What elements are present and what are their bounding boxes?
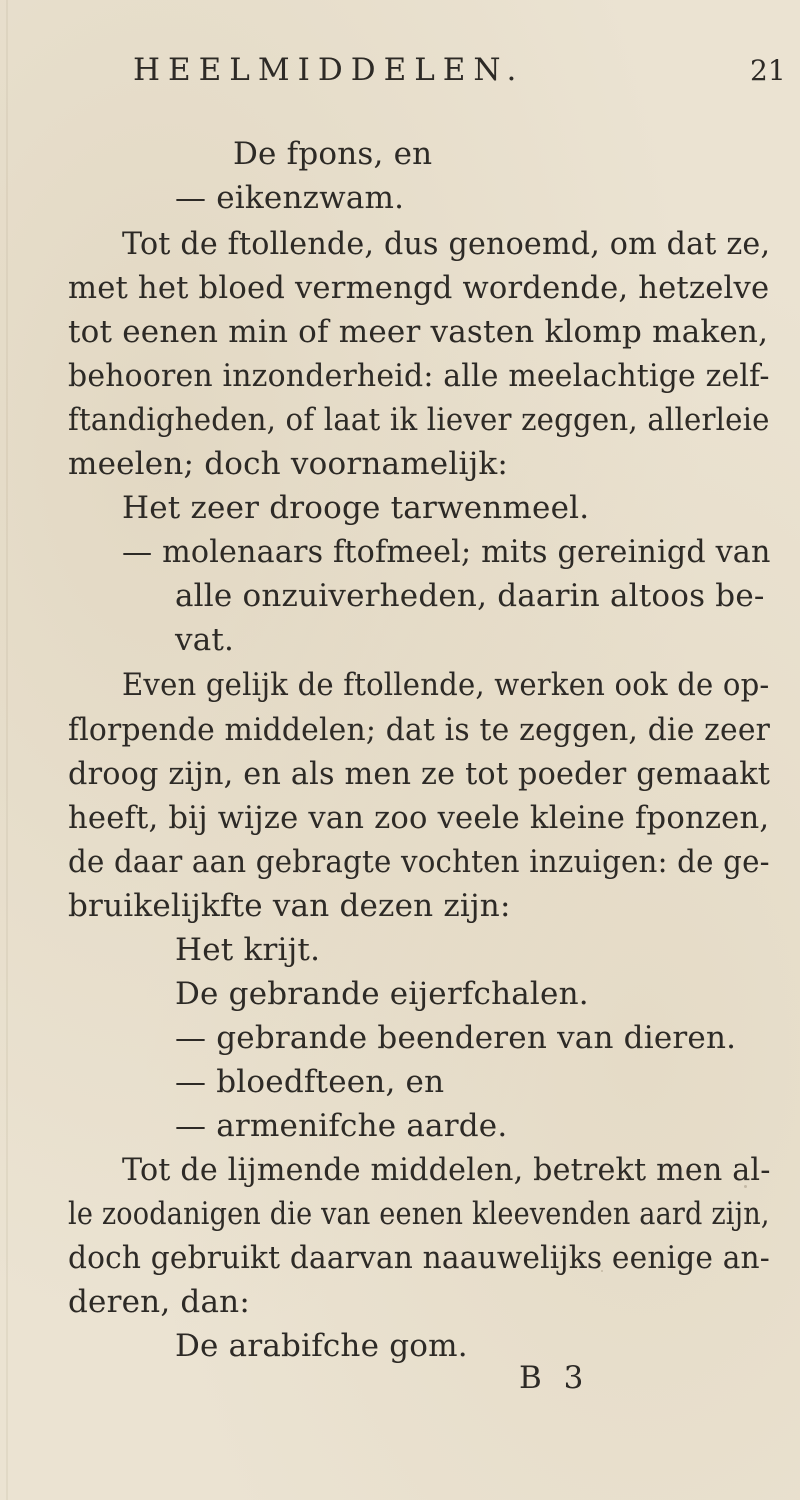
text-line: de daar aan gebragte vochten inzuigen: de ge-: [68, 844, 770, 880]
text-line: deren, dan:: [68, 1284, 250, 1320]
text-line: — molenaars ftofmeel; mits gereinigd van: [122, 534, 771, 570]
text-line: De arabifche gom.: [175, 1328, 468, 1364]
text-line: De fpons, en: [233, 136, 433, 172]
text-line: bruikelijkfte van dezen zijn:: [68, 888, 511, 924]
text-line: vat.: [175, 622, 235, 658]
text-line: florpende middelen; dat is te zeggen, die zeer: [68, 712, 771, 748]
text-line: Tot de ftollende, dus genoemd, om dat ze,: [122, 226, 771, 262]
text-line: droog zijn, en als men ze tot poeder gemaakt: [68, 756, 771, 792]
text-line: alle onzuiverheden, daarin altoos be-: [175, 578, 765, 614]
text-line: le zoodanigen die van eenen kleevenden aard zijn,: [68, 1196, 770, 1232]
signature-mark: B 3: [519, 1360, 590, 1396]
text-line: — bloedfteen, en: [175, 1064, 445, 1100]
page-edge-shadow: [6, 0, 8, 1500]
text-line: Tot de lijmende middelen, betrekt men al-: [122, 1152, 771, 1188]
text-line: Even gelijk de ftollende, werken ook de op-: [122, 667, 770, 703]
text-line: ftandigheden, of laat ik liever zeggen, allerleie: [68, 402, 770, 438]
text-line: De gebrande eijerfchalen.: [175, 976, 589, 1012]
text-line: heeft, bij wijze van zoo veele kleine fponzen,: [68, 800, 770, 836]
text-line: tot eenen min of meer vasten klomp maken,: [68, 314, 769, 350]
text-line: met het bloed vermengd wordende, hetzelve: [68, 270, 770, 306]
text-line: Het krijt.: [175, 932, 321, 968]
page-number: 21: [750, 54, 786, 87]
running-title: HEELMIDDELEN.: [133, 52, 525, 88]
text-line: doch gebruikt daarvan naauwelijks eenige an-: [68, 1240, 770, 1276]
text-line: — armenifche aarde.: [175, 1108, 508, 1144]
text-line: — eikenzwam.: [175, 180, 405, 216]
text-line: — gebrande beenderen van dieren.: [175, 1020, 737, 1056]
text-line: meelen; doch voornamelijk:: [68, 446, 509, 482]
text-line: Het zeer drooge tarwenmeel.: [122, 490, 590, 526]
text-line: behooren inzonderheid: alle meelachtige zelf-: [68, 358, 770, 394]
